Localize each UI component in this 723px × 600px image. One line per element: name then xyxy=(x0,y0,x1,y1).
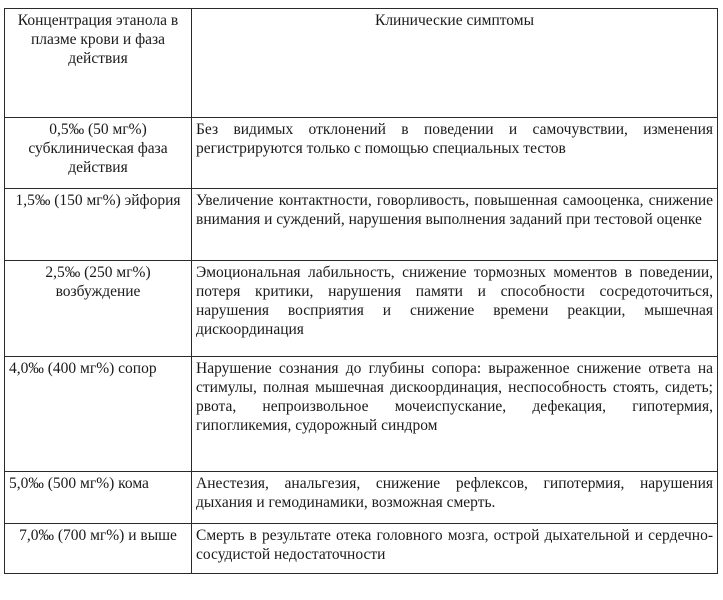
concentration-cell: 0,5‰ (50 мг%) субклиническая фаза действия xyxy=(5,118,192,189)
concentration-cell: 7,0‰ (700 мг%) и выше xyxy=(5,524,192,574)
symptoms-cell: Увеличение контактности, говорливость, повышенная самооценка, снижение внимания и суждений, нарушения выполнения заданий при тестовой оценке xyxy=(192,189,718,261)
symptoms-cell: Без видимых отклонений в поведении и самочувствии, изменения регистрируются только с помощью специальных тестов xyxy=(192,118,718,189)
symptoms-cell: Эмоциональная лабильность, снижение тормозных моментов в поведении, потеря критики, нарушения памяти и способности сосредоточиться, нарушения восприятия и снижение времени реакции, мышечная дискоординация xyxy=(192,261,718,357)
concentration-cell: 4,0‰ (400 мг%) сопор xyxy=(5,357,192,472)
table-header-row xyxy=(5,9,718,118)
table-row xyxy=(5,357,718,472)
concentration-cell: 2,5‰ (250 мг%) возбуждение xyxy=(5,261,192,357)
symptoms-cell: Смерть в результате отека головного мозга, острой дыхательной и сердечно-сосудистой недостаточности xyxy=(192,524,718,574)
symptoms-cell: Анестезия, анальгезия, снижение рефлексов, гипотермия, нарушения дыхания и гемодинамики, возможная смерть. xyxy=(192,472,718,524)
table-row xyxy=(5,189,718,261)
header-symptoms: Клинические симптомы xyxy=(192,9,718,118)
ethanol-symptoms-table xyxy=(4,8,718,574)
table-row xyxy=(5,118,718,189)
table-row xyxy=(5,524,718,574)
concentration-cell: 1,5‰ (150 мг%) эйфория xyxy=(5,189,192,261)
table-row xyxy=(5,472,718,524)
header-concentration: Концентрация этанола в плазме крови и фаза действия xyxy=(5,9,192,118)
concentration-cell: 5,0‰ (500 мг%) кома xyxy=(5,472,192,524)
symptoms-cell: Нарушение сознания до глубины сопора: выраженное снижение ответа на стимулы, полная мышечная дискоординация, неспособность стоять, сидеть; рвота, непроизвольное мочеиспускание, дефекация, гипотермия, гипогликемия, судорожный синдром xyxy=(192,357,718,472)
table-row xyxy=(5,261,718,357)
